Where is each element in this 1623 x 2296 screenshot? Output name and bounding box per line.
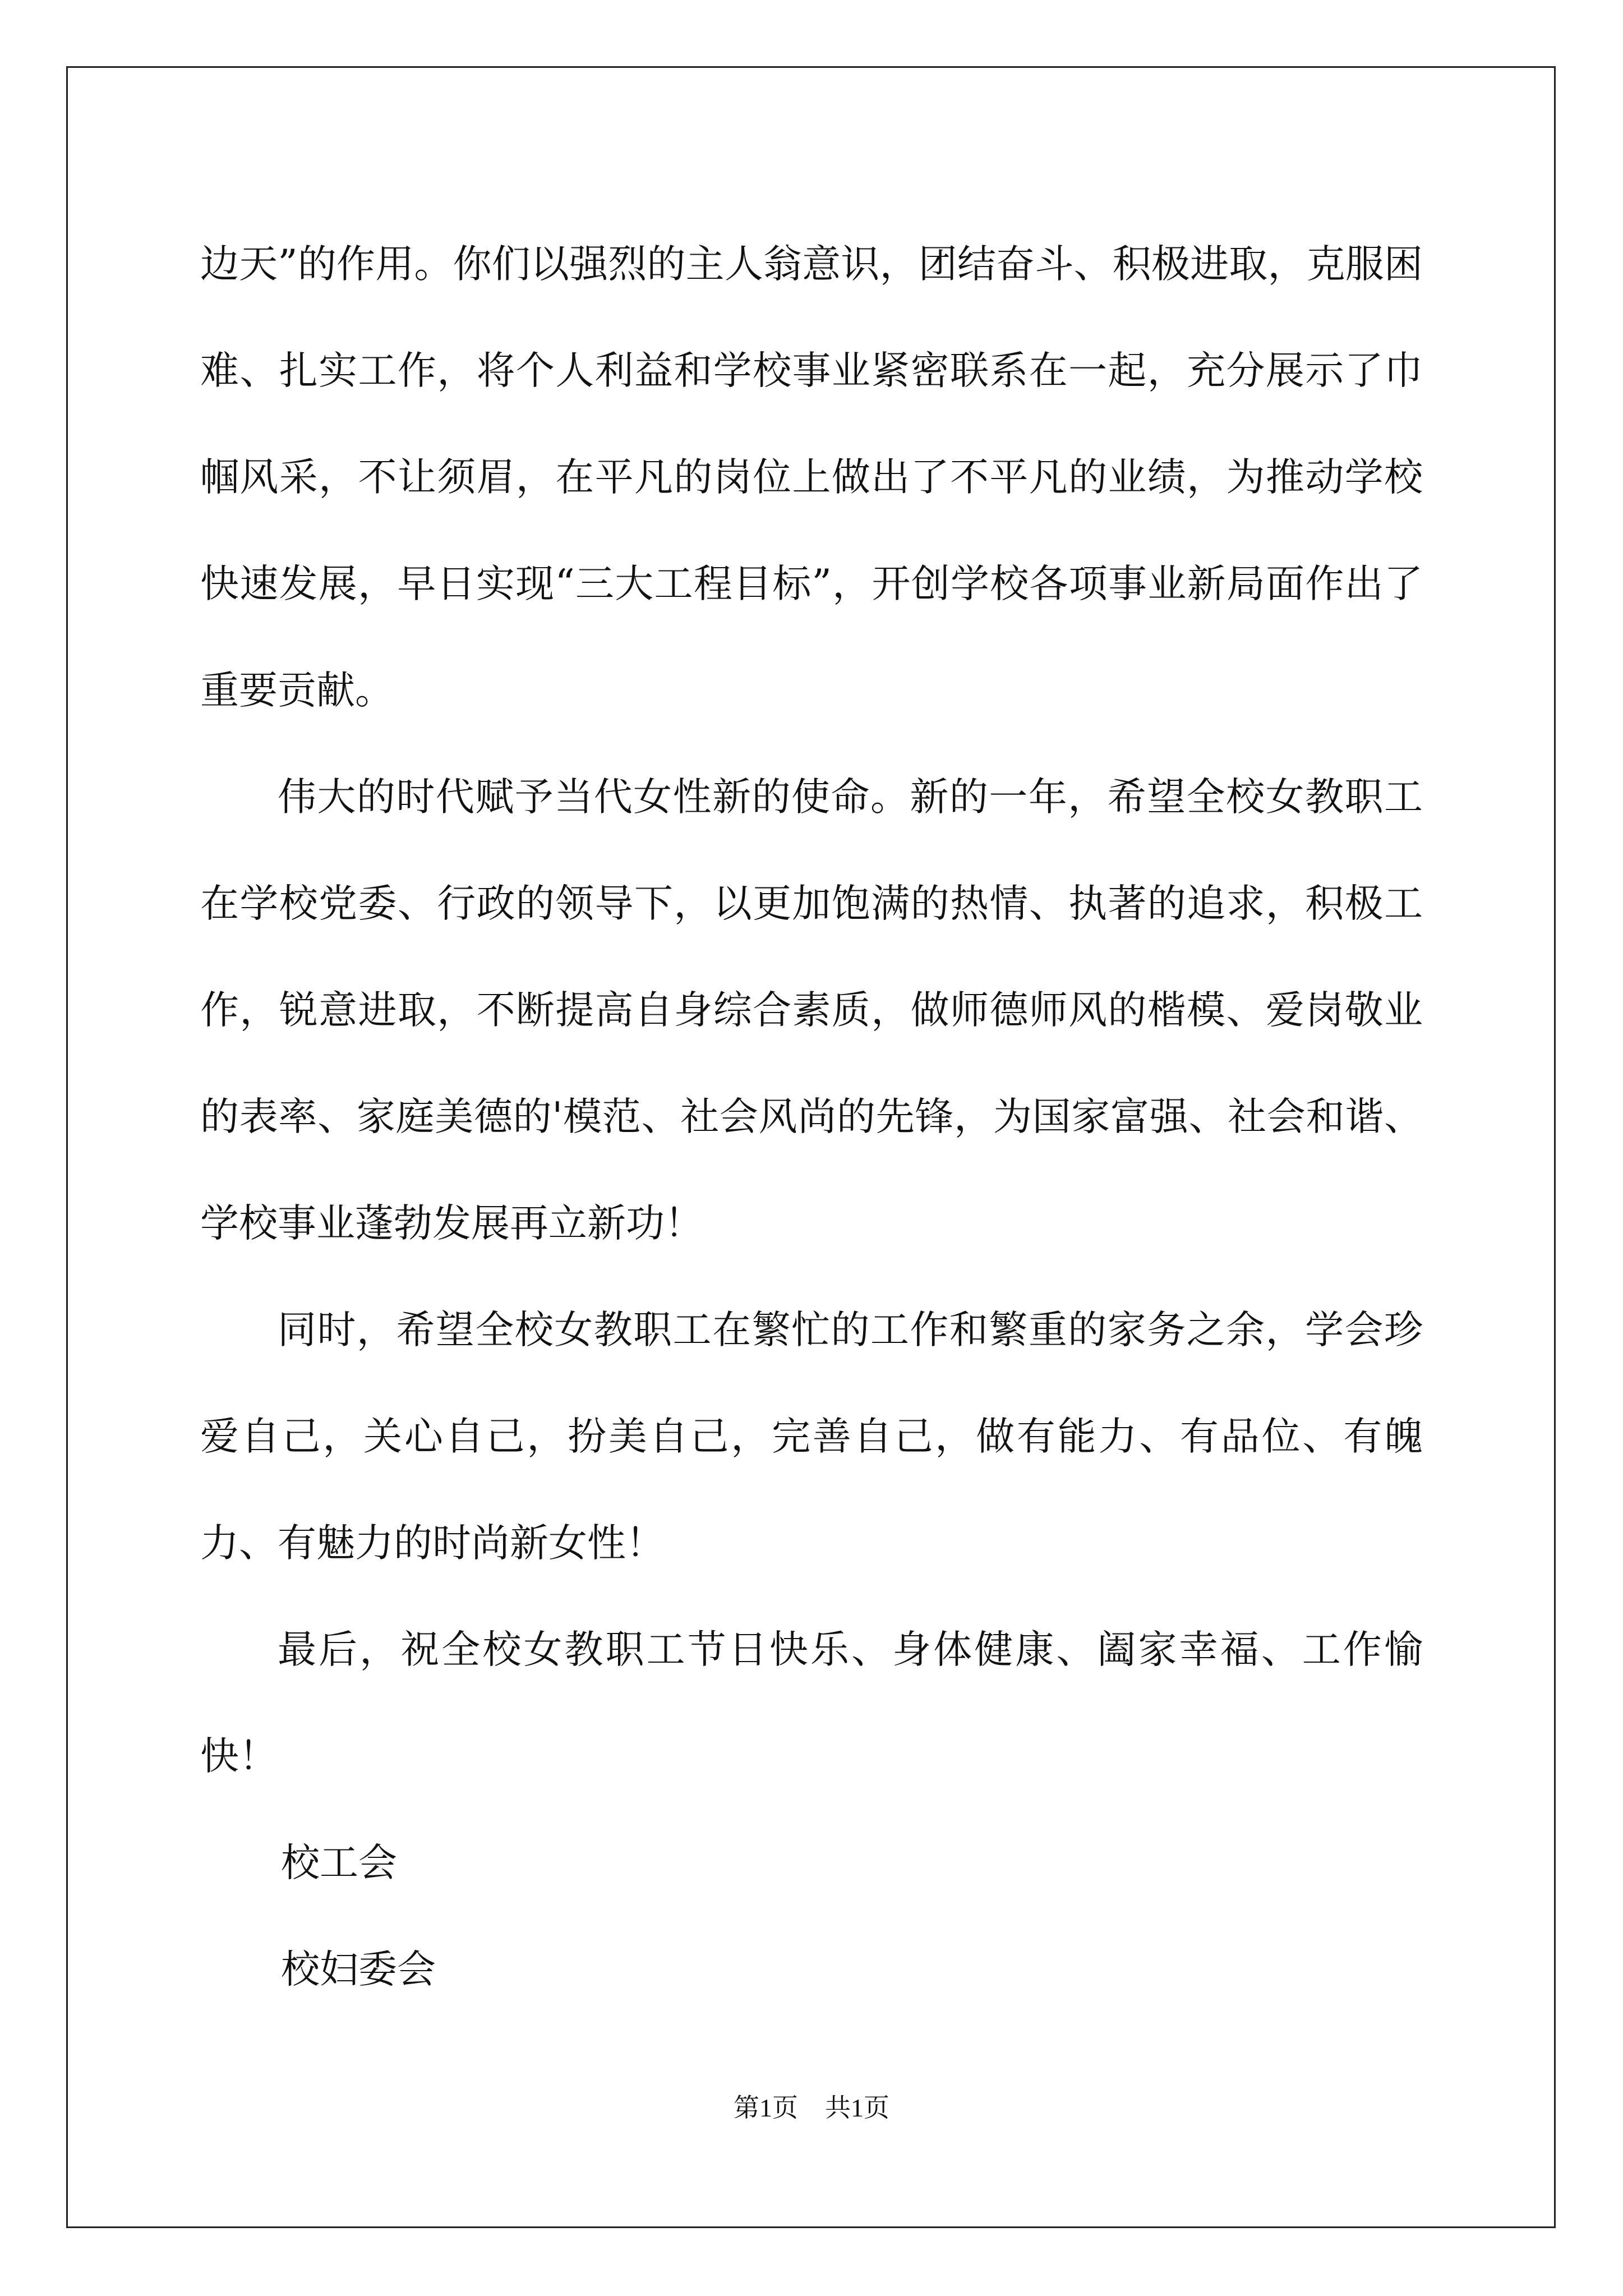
page-footer [0,2091,1623,2125]
paragraph-closing-wishes: 最后，祝全校女教职工节日快乐、身体健康、阖家幸福、工作愉快！ [200,1627,1423,1779]
document-body [200,211,1423,2023]
signature-women-committee: 校妇委会 [281,1947,436,1992]
signature-union: 校工会 [281,1841,397,1885]
paragraph-continuation: 边天”的作用。你们以强烈的主人翁意识，团结奋斗、积极进取，克服困难、扎实工作，将个人利益和学校事业紧密联系在一起，充分展示了巾帼风采，不让须眉，在平凡的岗位上做出了不平凡的业绩，为推动学校快速发展，早日实现“三大工程目标”，开创学校各项事业新局面作出了重要贡献。 [200,242,1423,713]
paragraph-self-care: 同时，希望全校女教职工在繁忙的工作和繁重的家务之余，学会珍爱自己，关心自己，扮美自己，完善自己，做有能力、有品位、有魄力、有魅力的时尚新女性！ [200,1308,1423,1566]
page-number-current: 第1页 [734,2093,798,2122]
page-number-total: 共1页 [825,2093,889,2122]
paragraph-new-mission: 伟大的时代赋予当代女性新的使命。新的一年，希望全校女教职工在学校党委、行政的领导下，以更加饱满的热情、执著的追求，积极工作，锐意进取，不断提高自身综合素质，做师德师风的楷模、爱岗敬业的表率、家庭美德的'模范、社会风尚的先锋，为国家富强、社会和谐、学校事业蓬勃发展再立新功！ [200,775,1423,1246]
